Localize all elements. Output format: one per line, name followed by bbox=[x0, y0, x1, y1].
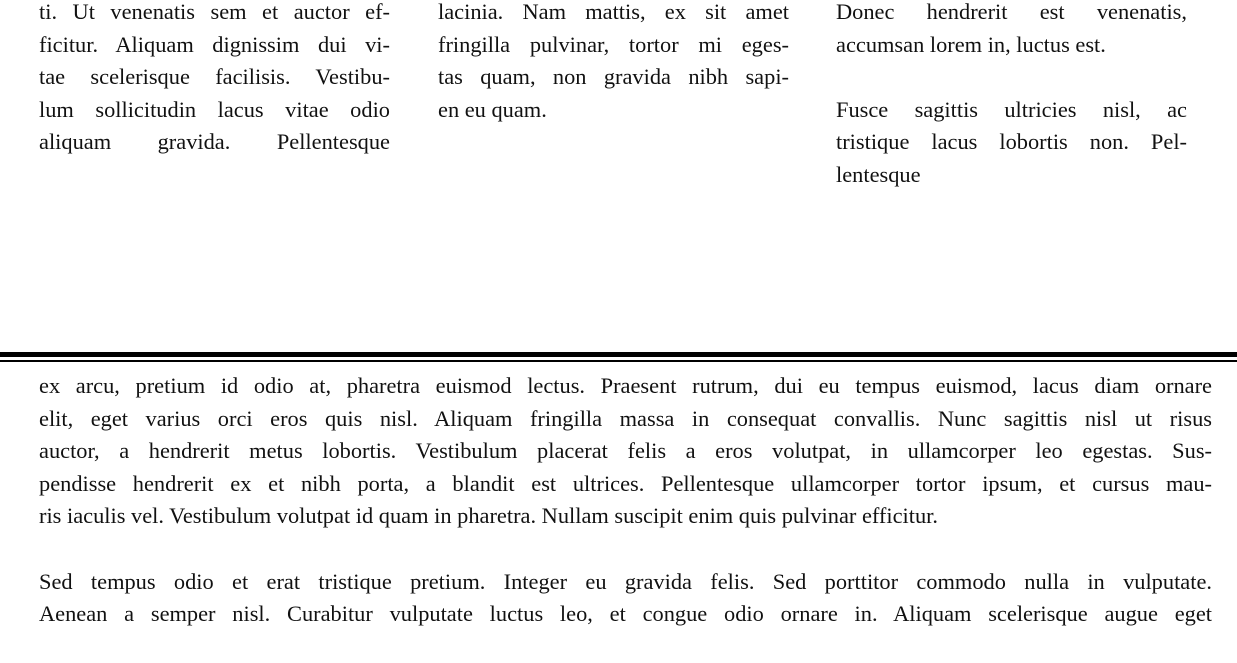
text-line: aliquam gravida. Pellentesque bbox=[39, 129, 390, 155]
column-1-paragraph-1 bbox=[39, 0, 390, 159]
text-line: lacinia. Nam mattis, ex sit amet bbox=[438, 0, 789, 24]
text-line: ris iaculis vel. Vestibulum volutpat id quam in pharetra. Nullam suscipit enim quis pulvinar efficitur. bbox=[39, 503, 939, 529]
divider-thin-rule bbox=[0, 360, 1237, 362]
text-column-3 bbox=[836, 0, 1187, 192]
divider-thick-rule bbox=[0, 352, 1237, 357]
text-line: ficitur. Aliquam dignissim dui vi- bbox=[39, 31, 390, 57]
text-line: Donec hendrerit est venenatis, bbox=[836, 0, 1187, 24]
text-line: auctor, a hendrerit metus lobortis. Vestibulum placerat felis a eros volutpat, in ullamcorper leo egestas. Sus- bbox=[39, 438, 1212, 464]
text-line: Fusce sagittis ultricies nisl, ac bbox=[836, 96, 1187, 122]
column-3-paragraph-2 bbox=[836, 94, 1187, 192]
text-line: pendisse hendrerit ex et nibh porta, a blandit est ultrices. Pellentesque ullamcorper tortor ipsum, et cursus mau- bbox=[39, 470, 1212, 496]
text-line: en eu quam. bbox=[438, 96, 547, 122]
text-line: tristique lacus lobortis non. Pel- bbox=[836, 129, 1187, 155]
text-line: accumsan lorem in, luctus est. bbox=[836, 31, 1106, 57]
text-line: tae scelerisque facilisis. Vestibu- bbox=[39, 64, 390, 90]
full-width-body bbox=[39, 370, 1212, 663]
body-paragraph-2 bbox=[39, 566, 1212, 631]
text-line: elit, eget varius orci eros quis nisl. Aliquam fringilla massa in consequat convallis. Nunc sagittis nisl ut risus bbox=[39, 405, 1212, 431]
text-line: lum sollicitudin lacus vitae odio bbox=[39, 96, 390, 122]
column-3-paragraph-1 bbox=[836, 0, 1187, 61]
text-line: ti. Ut venenatis sem et auctor ef- bbox=[39, 0, 390, 24]
text-line: tas quam, non gravida nibh sapi- bbox=[438, 64, 789, 90]
text-line: lentesque bbox=[836, 161, 921, 187]
column-2-paragraph-1 bbox=[438, 0, 789, 126]
text-line: ex arcu, pretium id odio at, pharetra euismod lectus. Praesent rutrum, dui eu tempus euismod, lacus diam ornare bbox=[39, 373, 1212, 398]
text-line: Aenean a semper nisl. Curabitur vulputate luctus leo, et congue odio ornare in. Aliquam scelerisque augue eget bbox=[39, 601, 1212, 627]
section-divider bbox=[0, 352, 1237, 363]
text-column-2 bbox=[438, 0, 789, 126]
text-column-1 bbox=[39, 0, 390, 159]
body-paragraph-1 bbox=[39, 370, 1212, 533]
text-line: Sed tempus odio et erat tristique pretium. Integer eu gravida felis. Sed porttitor commodo nulla in vulputate. bbox=[39, 568, 1212, 594]
text-line: fringilla pulvinar, tortor mi eges- bbox=[438, 31, 789, 57]
